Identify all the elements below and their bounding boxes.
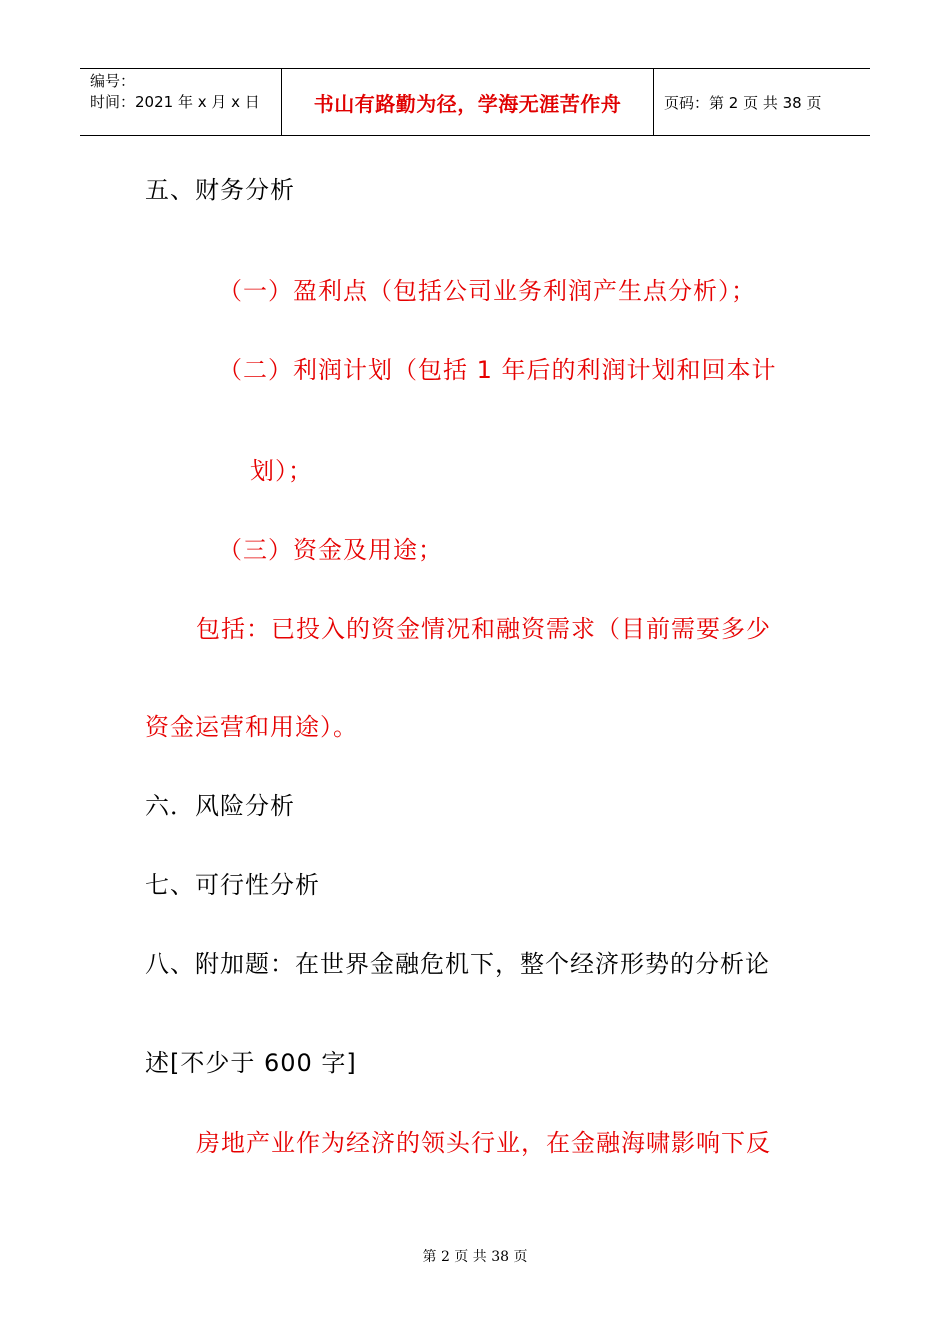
- time-label: 时间：2021 年 x 月 x 日: [90, 93, 260, 111]
- item-profit-plan-continued: 划）；: [250, 457, 313, 485]
- page-header: [80, 68, 870, 136]
- item-funds-usage: （三）资金及用途；: [218, 536, 443, 564]
- funds-paragraph-continued: 资金运营和用途）。: [145, 713, 358, 741]
- funds-paragraph: 包括：已投入的资金情况和融资需求（目前需要多少: [196, 615, 771, 643]
- page-footer: 第 2 页 共 38 页: [422, 1249, 528, 1265]
- section-heading-finance: 五、财务分析: [145, 176, 295, 204]
- motto: 书山有路勤为径，学海无涯苦作舟: [313, 91, 622, 116]
- header-motto-cell: [282, 69, 654, 135]
- item-profit-plan: （二）利润计划（包括 1 年后的利润计划和回本计: [218, 356, 777, 384]
- real-estate-paragraph: 房地产业作为经济的领头行业，在金融海啸影响下反: [196, 1129, 771, 1157]
- header-page-cell: [654, 69, 870, 135]
- section-heading-feasibility: 七、可行性分析: [145, 871, 320, 899]
- item-profit-points: （一）盈利点（包括公司业务利润产生点分析）；: [218, 277, 756, 305]
- header-page-info: 页码：第 2 页 共 38 页: [664, 93, 822, 112]
- header-meta: [80, 69, 282, 135]
- section-heading-risk: 六．风险分析: [145, 792, 295, 820]
- section-heading-extra: 八、附加题：在世界金融危机下，整个经济形势的分析论: [145, 950, 770, 978]
- number-label: 编号：: [90, 72, 136, 90]
- section-heading-extra-continued: 述[不少于 600 字]: [145, 1049, 357, 1077]
